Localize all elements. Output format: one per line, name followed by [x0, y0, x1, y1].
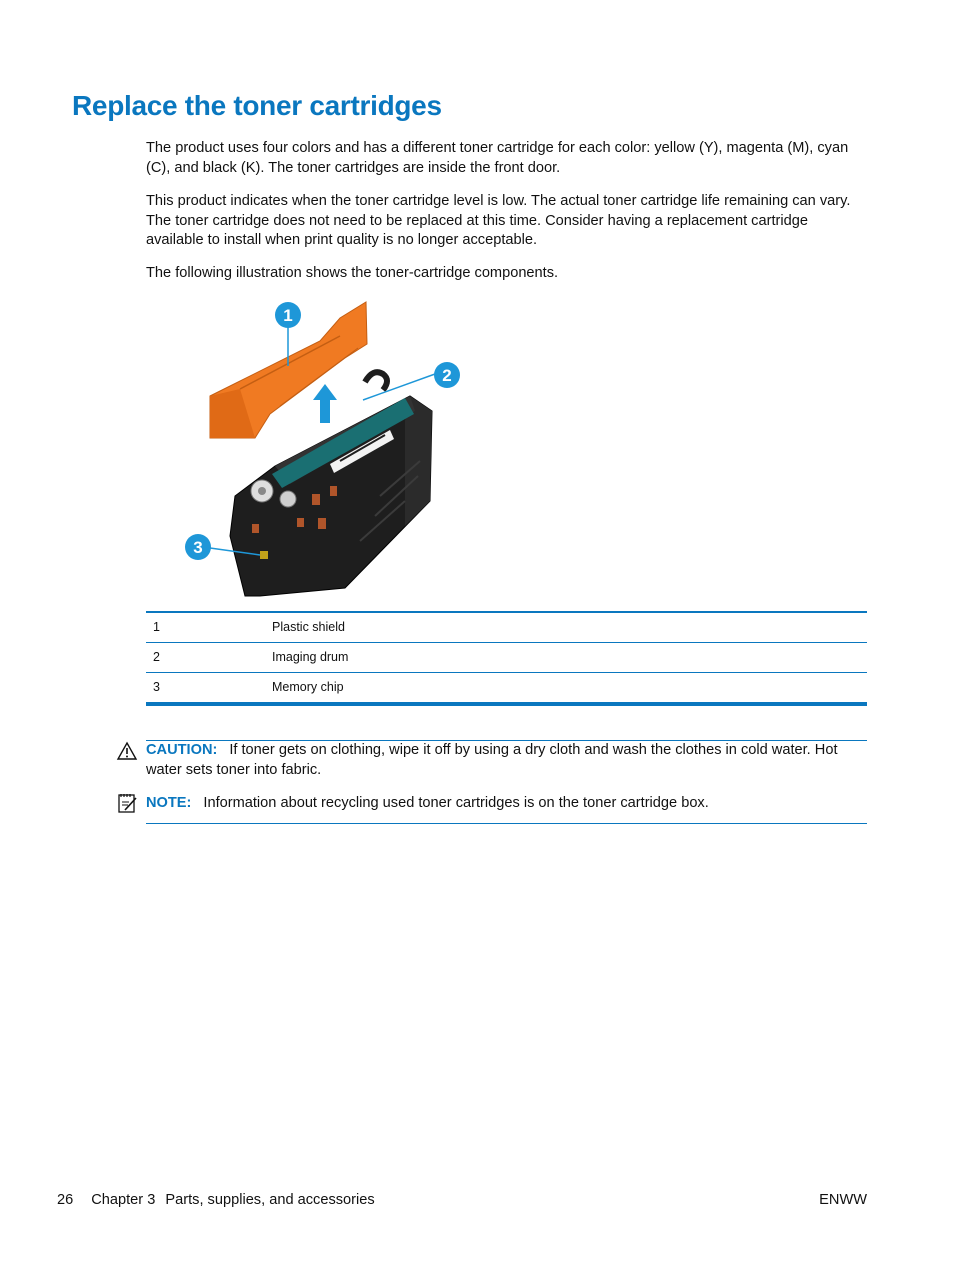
warning-triangle-icon	[116, 741, 138, 768]
caution-callout	[146, 740, 867, 783]
legend-number: 2	[146, 643, 265, 673]
callout-2	[434, 362, 460, 388]
callout-1	[275, 302, 301, 328]
illustration-intro: The following illustration shows the toner-cartridge components.	[146, 265, 559, 281]
page-number: 26	[57, 1192, 74, 1208]
intro-paragraph: The product uses four colors and has a different toner cartridge for each color: yellow (Y), magenta (M), cyan (C), and black (K). The toner cartridges are inside the front door.	[146, 140, 849, 176]
note-callout	[146, 792, 867, 824]
toner-cartridge-illustration	[180, 296, 470, 606]
callout-1-label: 1	[283, 306, 293, 325]
callout-3-label: 3	[193, 538, 203, 557]
table-row	[146, 612, 867, 643]
memory-chip	[260, 551, 268, 559]
callout-2-label: 2	[442, 366, 452, 385]
note-text: Information about recycling used toner cartridges is on the toner cartridge box.	[203, 795, 709, 811]
legend-label: Plastic shield	[265, 612, 867, 643]
legend-label: Imaging drum	[265, 643, 867, 673]
lift-arrow-icon	[313, 384, 337, 423]
page-footer-right: ENWW	[819, 1192, 867, 1208]
legend-number: 3	[153, 680, 160, 694]
table-row	[146, 673, 867, 705]
footer-section: Parts, supplies, and accessories	[165, 1192, 375, 1208]
level-paragraph: This product indicates when the toner cartridge level is low. The actual toner cartridge life remaining can vary. The toner cartridge does not need to be replaced at this time. Consider having a replacement cartridge available to install when print quality is no longer acceptable.	[146, 193, 851, 248]
page-title: Replace the toner cartridges	[72, 90, 442, 121]
footer-chapter: Chapter 3	[91, 1192, 156, 1208]
caution-label: CAUTION:	[146, 742, 218, 758]
cartridge-diagram	[180, 296, 470, 606]
page-footer-left	[57, 1192, 375, 1208]
legend-number: 1	[146, 612, 265, 643]
table-row	[146, 643, 867, 673]
component-legend-table	[146, 611, 867, 706]
callout-3	[185, 534, 211, 560]
note-icon	[116, 792, 138, 821]
note-label: NOTE:	[146, 795, 192, 811]
caution-text: If toner gets on clothing, wipe it off by using a dry cloth and wash the clothes in cold water. Hot water sets toner into fabric.	[146, 742, 838, 778]
legend-label: Memory chip	[272, 680, 344, 694]
